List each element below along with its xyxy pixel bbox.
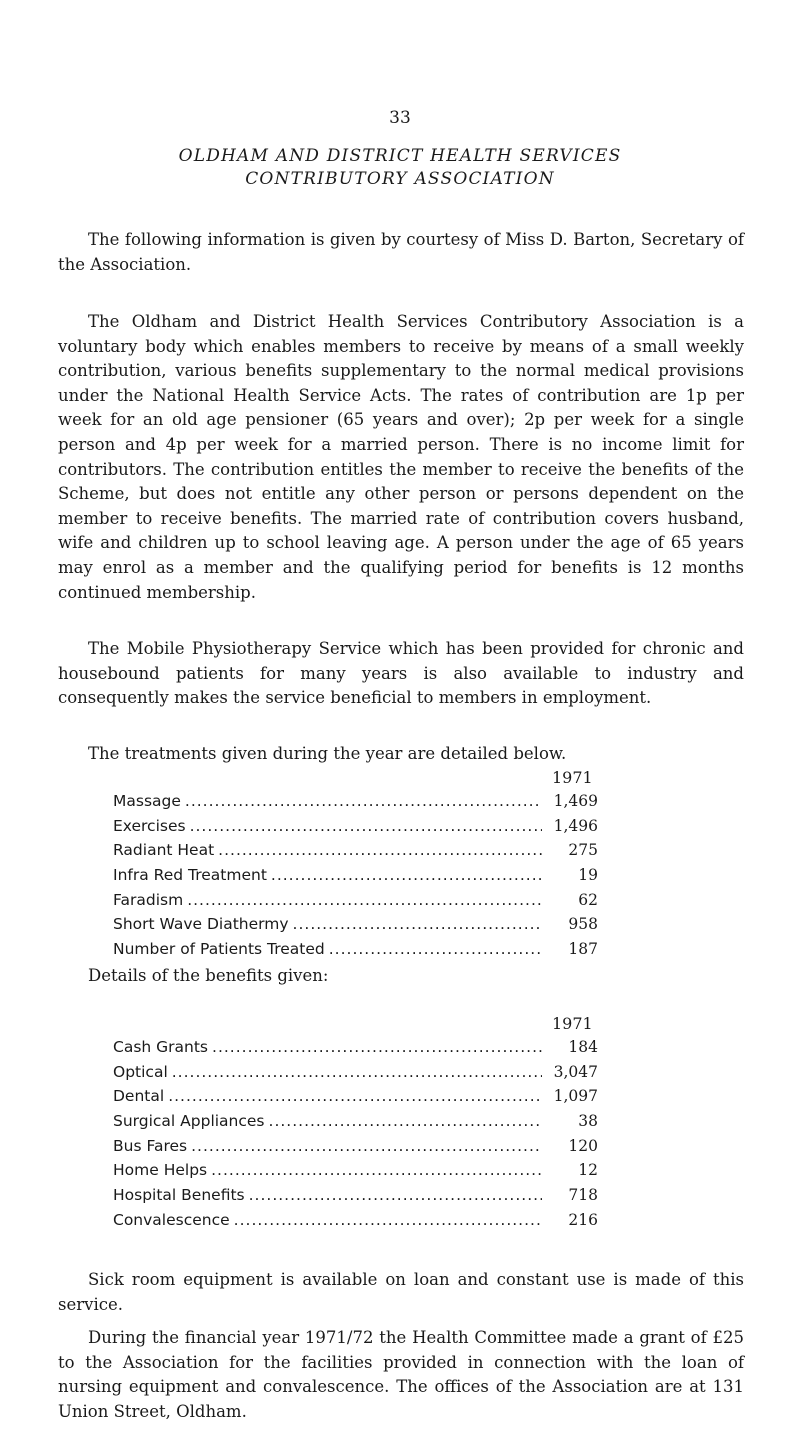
dot-leader	[185, 792, 542, 810]
table-row	[113, 1186, 598, 1211]
row-label: Massage	[113, 792, 181, 810]
table-row	[113, 841, 598, 866]
row-value: 718	[568, 1186, 598, 1205]
table-row	[113, 866, 598, 891]
treatments-intro: The treatments given during the year are detailed below.	[88, 744, 567, 763]
table-row	[113, 1087, 598, 1112]
row-label: Dental	[113, 1087, 165, 1106]
row-value: 184	[568, 1038, 598, 1056]
table-row	[113, 1137, 598, 1162]
paragraph-sick-room: Sick room equipment is available on loan and constant use is made of this service.	[58, 1270, 744, 1314]
row-value: 120	[568, 1136, 598, 1155]
row-label: Short Wave Diathermy	[113, 915, 289, 934]
row-value: 1,469	[553, 792, 598, 810]
row-value: 19	[578, 866, 598, 885]
row-value: 62	[578, 890, 598, 909]
treatments-year-header: 1971	[552, 768, 593, 787]
table-row	[113, 1063, 598, 1088]
table-row	[113, 1112, 598, 1137]
row-label: Cash Grants	[113, 1038, 209, 1056]
row-value: 3,047	[553, 1062, 598, 1081]
row-value: 12	[578, 1161, 598, 1180]
benefits-year-header: 1971	[552, 1014, 593, 1033]
dot-leader	[269, 1112, 542, 1130]
table-row	[113, 915, 598, 940]
dot-leader	[172, 1063, 542, 1081]
row-label: Infra Red Treatment	[113, 866, 267, 885]
row-label: Surgical Appliances	[113, 1112, 265, 1131]
dot-leader	[218, 841, 542, 859]
row-label: Exercises	[113, 816, 186, 835]
row-value: 1,097	[553, 1087, 598, 1106]
dot-leader	[293, 915, 542, 933]
paragraph-intro: The following information is given by courtesy of Miss D. Barton, Secretary of the Association.	[58, 230, 744, 274]
benefits-table	[113, 1038, 598, 1236]
row-label: Home Helps	[113, 1161, 208, 1180]
row-label: Optical	[113, 1062, 168, 1081]
dot-leader	[168, 1087, 542, 1105]
table-row	[113, 1161, 598, 1186]
row-value: 187	[568, 940, 598, 959]
row-label: Convalescence	[113, 1210, 230, 1229]
benefits-intro: Details of the benefits given:	[88, 966, 329, 985]
table-row	[113, 817, 598, 842]
page-number: 33	[389, 108, 411, 128]
table-row	[113, 891, 598, 916]
row-label: Faradism	[113, 890, 184, 909]
dot-leader	[234, 1211, 542, 1229]
dot-leader	[249, 1186, 542, 1204]
title-line-2: CONTRIBUTORY ASSOCIATION	[245, 169, 555, 189]
row-label: Bus Fares	[113, 1136, 188, 1155]
table-row	[113, 1211, 598, 1236]
table-row	[113, 792, 598, 817]
paragraph-physiotherapy: The Mobile Physiotherapy Service which has been provided for chronic and housebound patients for many years is also available to industry and consequently makes the service beneficial to members in employment.	[58, 639, 744, 708]
dot-leader	[212, 1038, 542, 1056]
treatments-table	[113, 792, 598, 965]
dot-leader	[190, 817, 542, 835]
row-value: 216	[568, 1210, 598, 1229]
dot-leader	[211, 1161, 542, 1179]
row-value: 958	[568, 915, 598, 934]
table-row	[113, 940, 598, 965]
row-label: Number of Patients Treated	[113, 940, 325, 959]
dot-leader	[271, 866, 542, 884]
row-label: Radiant Heat	[113, 841, 215, 860]
row-value: 1,496	[553, 816, 598, 835]
paragraph-association: The Oldham and District Health Services Contributory Association is a voluntary body which enables members to receive by means of a small weekly contribution, various benefits supplementary to the normal medical provisions under the National Health Service Acts. The rates of contribution are 1p per week for an old age pensioner (65 years and over); 2p per week for a single person and 4p per week for a married person. There is no income limit for contributors. The contribution entitles the member to receive the benefits of the Scheme, but does not entitle any other person or persons dependent on the member to receive benefits. The married rate of contribution covers husband, wife and children up to school leaving age. A person under the age of 65 years may enrol as a member and the qualifying period for benefits is 12 months continued membership.	[58, 312, 744, 602]
table-row	[113, 1038, 598, 1063]
dot-leader	[187, 891, 542, 909]
paragraph-grant: During the financial year 1971/72 the Health Committee made a grant of £25 to the Association for the facilities provided in connection with the loan of nursing equipment and convalescence. The offices of the Association are at 131 Union Street, Oldham.	[58, 1328, 744, 1421]
dot-leader	[329, 940, 542, 958]
title-line-1: OLDHAM AND DISTRICT HEALTH SERVICES	[178, 146, 622, 166]
dot-leader	[191, 1137, 542, 1155]
row-label: Hospital Benefits	[113, 1186, 245, 1205]
row-value: 38	[578, 1112, 598, 1131]
row-value: 275	[568, 841, 598, 860]
